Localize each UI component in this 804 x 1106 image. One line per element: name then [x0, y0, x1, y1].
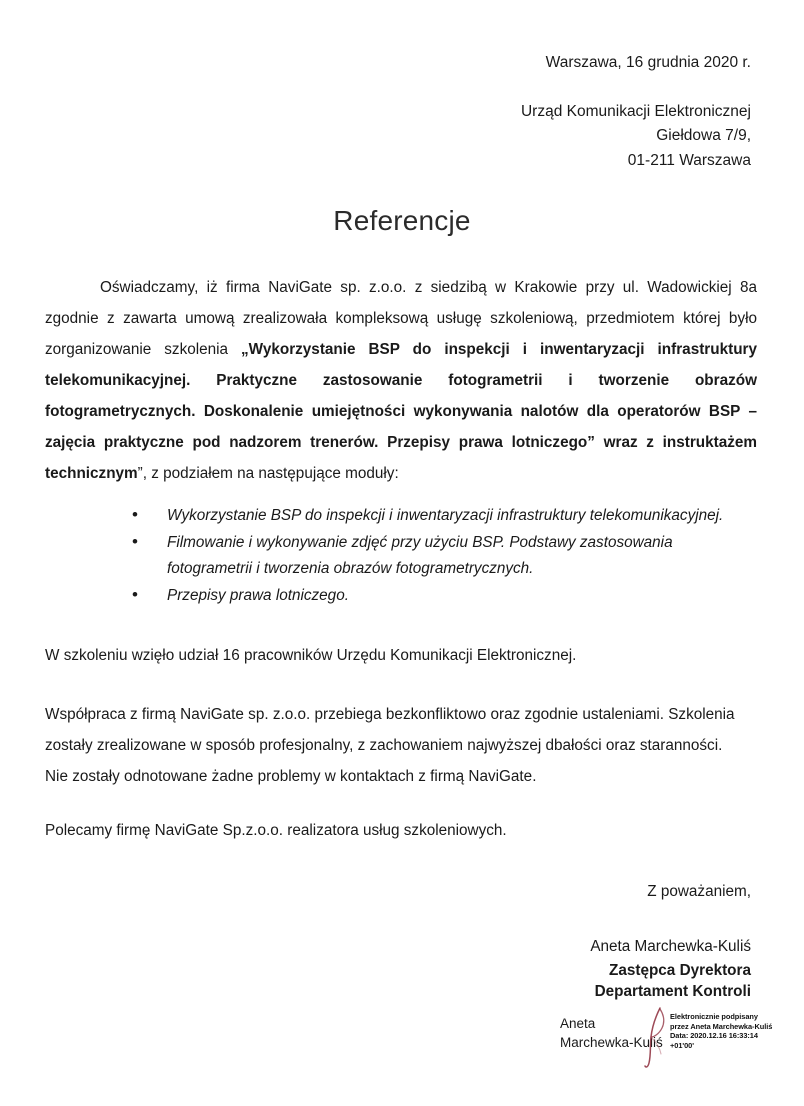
participants-paragraph: W szkoleniu wzięło udział 16 pracowników Urzędu Komunikacji Elektronicznej. [45, 647, 577, 664]
regards-text: Z poważaniem, [647, 883, 751, 900]
page-title: Referencje [333, 205, 471, 236]
list-item: • Filmowanie i wykonywanie zdjęć przy użyciu BSP. Podstawy zastosowania fotogrametrii i tworzenia obrazów fotogrametrycznych. [132, 530, 757, 582]
intro-text-part1: Oświadczamy, iż firma NaviGate sp. z.o.o. z siedzibą w Krakowie przy ul. Wadowickiej 8a zgodnie z zawarta umową zrealizowała kompleksową usługę szkoleniową, przedmiotem której było zorganizowanie szkolenia [45, 279, 757, 358]
intro-paragraph [45, 272, 757, 489]
signatory-name: Aneta Marchewka-Kuliś [590, 938, 751, 956]
letter-body [45, 272, 757, 610]
letter-header [521, 55, 751, 168]
signatory-department: Departament Kontroli [594, 982, 751, 1000]
electronic-signature-stamp [560, 1008, 790, 1078]
intro-text-part2: ”, z podziałem na następujące moduły: [137, 465, 399, 482]
recipient-name: Urząd Komunikacji Elektronicznej [520, 102, 751, 120]
esignature-name-line-2: Marchewka-Kuliś [560, 1035, 663, 1050]
cooperation-line-1: Współpraca z firmą NaviGate sp. z.o.o. przebiega bezkonfliktowo oraz zgodnie ustaleniami. Szkolenia [45, 706, 735, 723]
list-item: • Wykorzystanie BSP do inspekcji i inwentaryzacji infrastruktury telekomunikacyjnej. [132, 503, 757, 529]
letter-closing-body [45, 640, 757, 846]
esignature-detail-line-4: +01'00' [670, 1040, 694, 1050]
recommendation-paragraph: Polecamy firmę NaviGate Sp.z.o.o. realizatora usług szkoleniowych. [45, 822, 507, 839]
esignature-name [560, 1014, 665, 1052]
letter-date: Warszawa, 16 grudnia 2020 r. [545, 54, 751, 71]
esignature-name-line-1: Aneta [560, 1016, 596, 1031]
esignature-detail-line-2: przez Aneta Marchewka-Kuliś [670, 1021, 773, 1031]
signature-block [590, 884, 751, 999]
course-title-bold: „Wykorzystanie BSP do inspekcji i inwentaryzacji infrastruktury telekomunikacyjnej. Praktyczne zastosowanie fotogrametrii i tworzenie obrazów fotogrametrycznych. Doskonalenie umiejętności wykonywania nalotów dla operatorów BSP – zajęcia praktyczne pod nadzorem trenerów. Przepisy prawa lotniczego” wraz z instruktażem technicznym [45, 341, 757, 482]
recipient-city: 01-211 Warszawa [627, 151, 751, 169]
cooperation-line-3: Nie zostały odnotowane żadne problemy w kontaktach z firmą NaviGate. [45, 768, 537, 785]
list-item: • Przepisy prawa lotniczego. [132, 583, 757, 609]
esignature-details [670, 1012, 792, 1050]
esignature-detail-line-3: Data: 2020.12.16 16:33:14 [670, 1031, 758, 1041]
signatory-role: Zastępca Dyrektora [609, 961, 751, 979]
cooperation-line-2: zostały zrealizowane w sposób profesjonalny, z zachowaniem najwyższej dbałości oraz staranności. [45, 737, 723, 754]
esignature-detail-line-1: Elektronicznie podpisany [670, 1012, 758, 1021]
paragraph-spacer [45, 671, 757, 699]
modules-list [45, 503, 757, 609]
recipient-street: Giełdowa 7/9, [656, 127, 751, 144]
paragraph-spacer [45, 792, 757, 815]
